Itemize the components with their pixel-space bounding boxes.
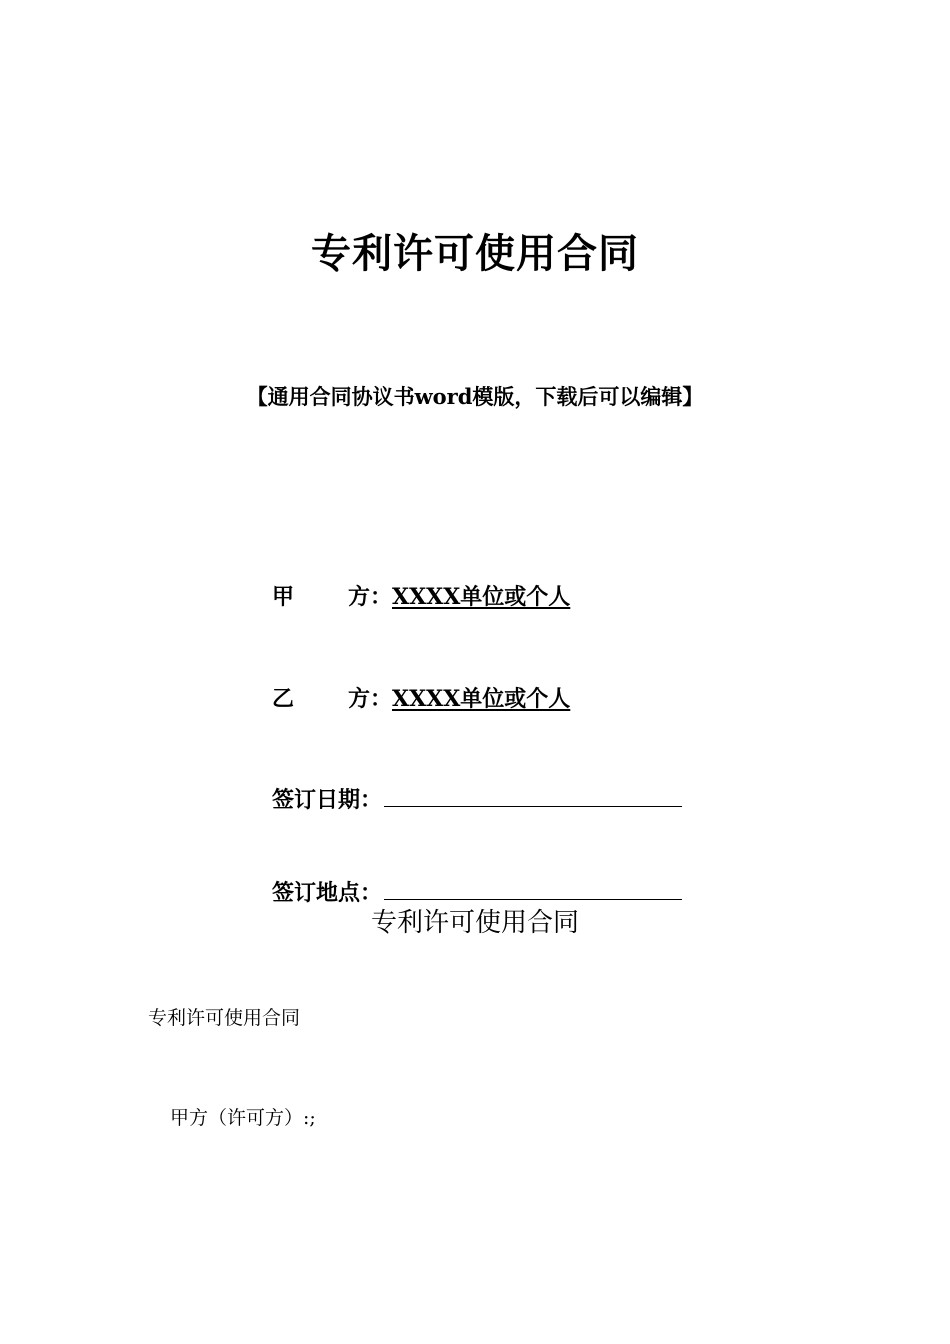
party-a-licensor-line: 甲方（许可方）:; [170,1107,316,1129]
party-a-label: 甲 方： [272,584,393,610]
sign-date-label: 签订日期： [272,787,383,813]
document-title: 专利许可使用合同 [311,231,639,277]
party-b-label: 乙 方： [272,686,393,712]
sign-date-blank [384,784,682,807]
party-a-row [272,580,570,611]
contract-heading: 专利许可使用合同 [370,908,579,938]
sign-place-label: 签订地点： [272,880,383,906]
sign-date-row [272,783,682,814]
party-a-value: XXXX单位或个人 [392,584,571,610]
party-b-row [272,682,570,713]
contract-intro: 专利许可使用合同 [148,1007,301,1029]
sign-place-blank [384,877,682,900]
document-subtitle: 【通用合同协议书word模版，下载后可以编辑】 [246,384,704,409]
party-b-value: XXXX单位或个人 [392,686,571,712]
